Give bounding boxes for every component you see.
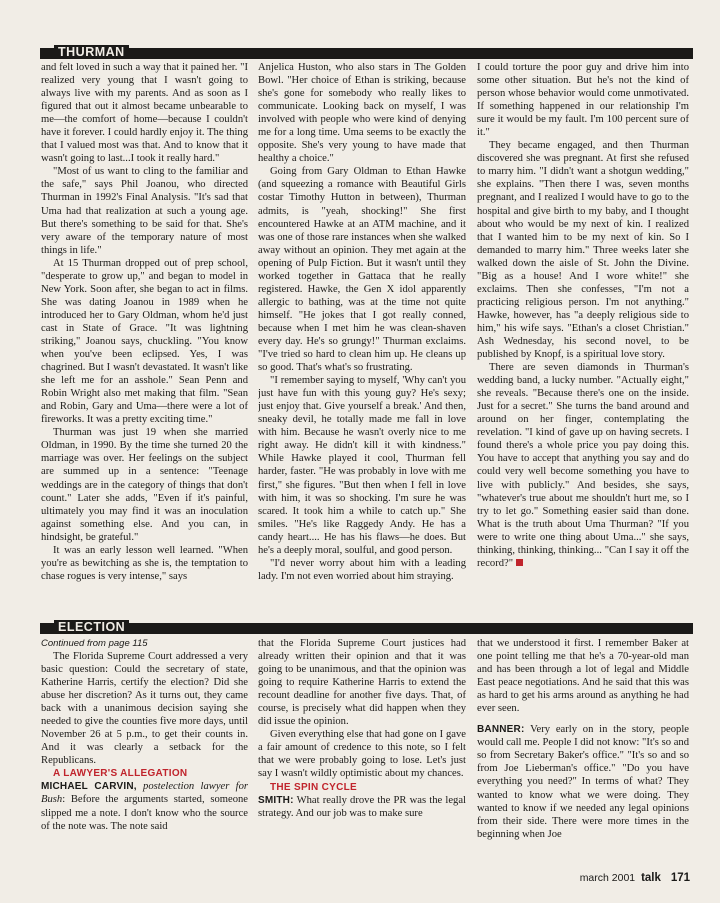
- thurman-col2-para: "I'd never worry about him with a leading lady. I'm not even worried about him straying.: [258, 557, 466, 582]
- election-col2-para: that the Florida Supreme Court justices had already written their opinion and that it was going to be unanimous, and that the opinion was going to require Katherine Harris to extend the recount deadline for another five days. That, of course, is precisely what did happen when they did issue the opinion.: [258, 638, 466, 728]
- end-of-story-mark: [516, 559, 523, 566]
- election-section-bar: [40, 620, 693, 634]
- issue-date: march 2001: [579, 872, 636, 884]
- election-col2-para: Given everything else that had gone on I gave a fair amount of credence to this note, so I felt that we were probably going to lose. Let's just say I wasn't wildly optimistic about my chances.: [258, 729, 466, 780]
- election-section-label: ELECTION: [54, 620, 129, 634]
- page-number: 171: [670, 872, 690, 884]
- thurman-col3-para: They became engaged, and then Thurman discovered she was pregnant. At first she refused to marry him. "I didn't want a shotgun wedding," she explains. "Then there I was, seven months pregnant, and I realized I would have to go to the hospital and give birth to my baby, and I thought about who would be my next of kin. I realized that I wanted him to be my next of kin. So I demanded to marry him." Three weeks later she walked down the aisle of St. John the Divine. "Big as a house! And I wore white!" she exclaims. Then she confesses, "I'm not a practicing religious person. I'm not anything." Hawke, however, has "a deeply religious side to him," his wife says. "Ethan's a closet Christian." Ash Wednesday, his second novel, to be published by Knopf, is a spiritual love story.: [477, 140, 689, 361]
- thurman-column-2: [258, 61, 466, 616]
- thurman-section-label: THURMAN: [54, 45, 129, 59]
- election-column-1: [41, 637, 248, 867]
- magazine-name: talk: [641, 872, 661, 884]
- thurman-col1-para: and felt loved in such a way that it pained her. "I realized very young that I wasn't going to always live with my parents. And as soon as I figured that out it almost became unbearable to me—the comfort of home—because I couldn't have it forever. I could hardly enjoy it. The thing that I valued most was that. And to know that it wasn't going to last...I took it really hard.": [41, 62, 248, 165]
- page-footer: [580, 872, 690, 884]
- thurman-col1-para: At 15 Thurman dropped out of prep school, "desperate to grow up," and began to model in New York. Soon after, she began to act in films. She was dating Joanou in 1989 when he introduced her to Gary Oldman, whom he'd just cast in State of Grace. "It was lightning striking," Joanou says, chuckling. "You know when you've been eclipsed. Yes, I was chagrined. But I wasn't devastated. It wasn't like she left me for an asshole." Sean Penn and Robin Wright also met making that film. "Sean and Robin, Gary and Uma—there were a lot of fireworks. It was a pretty exciting time.": [41, 257, 248, 426]
- speaker-description: postelection lawyer for Bush: [41, 781, 248, 806]
- thurman-column-3: [477, 61, 689, 616]
- continued-from-label: Continued from page 115: [41, 638, 148, 649]
- thurman-col3-last-text: There are seven diamonds in Thurman's wedding band, a lucky number. "Actually eight," she reveals. "Because there's one on the inside. Just for a secret." She turns the band around and around on her finger, contemplating the revelation. "I kind of gave up on having secrets. I found there's a whole price you pay doing this. You have to accept that anything you say and do could very well become something you have to live with publicly." And besides, she says, "whatever's true about me shouldn't hurt me, so I try to let go." Something easier said than done. What is the truth about Uma Thurman? "If you were to write one thing about Uma..." she says, thinking, thinking, thinking... "Can I say it off the record?": [477, 362, 689, 569]
- thurman-col3-para: I could torture the poor guy and drive him into some other situation. But he's not the kind of person whose behavior would come unmotivated. If something happened in our relationship I'm sure it would be my fault. I'm 100 percent sure of it.": [477, 62, 689, 139]
- thurman-col2-para: "I remember saying to myself, 'Why can't you just have fun with this young guy? He's sexy; just enjoy that. Give yourself a break.' And then, sneaky devil, he totally made me fall in love with him. Because he wasn't overly nice to me right away. He didn't kill it with kindness." While Hawke played it cool, Thurman fell harder, faster. "He was probably in love with me first," she figures. "But then when I fell in love with him, it was so shocking. I'm sure he was scared. It took him a while to catch up." She smiles. "He's like Raggedy Andy. He has a candy heart.... He has his flaws—he does. But he's a deeply moral, soulful, and good person.: [258, 375, 466, 556]
- election-col1-para: The Florida Supreme Court addressed a very basic question: Could the secretary of state, Katherine Harris, certify the election? Did she abuse her discretion? As it turns out, they came back with a unanimous decision saying she needed to give the counties five more days, until November 26 at 5 p.m., to get their counts in. And it was clearly a setback for the Republicans.: [41, 651, 248, 767]
- subhead-lawyers-allegation: A LAWYER'S ALLEGATION: [53, 768, 188, 780]
- thurman-col1-para: "Most of us want to cling to the familiar and the safe," says Phil Joanou, who directed Thurman in 1992's Final Analysis. "It's sad that Uma had that realization at such a young age. But there's something to be said for that. She's very aware of the temporary nature of most things in life.": [41, 166, 248, 256]
- speaker-quote: : Before the arguments started, someone slipped me a note. I don't know who the source of the note was. The note said: [41, 794, 248, 832]
- speaker-quote: Very early on in the story, people would call me. People I did not know: "It's so and so from Secretary Baker's office." "It's so and so from Joe Lieberman's office." "Do you have everything you need?" In terms of what? They wanted to know what we were doing. They wanted to know if we needed any legal opinions from their side. There were more times in the beginning when Joe: [477, 724, 689, 840]
- speaker-quote: What really drove the PR was the legal strategy. And our job was to make sure: [258, 794, 466, 819]
- speaker-name: SMITH:: [258, 794, 294, 806]
- thurman-col2-para: Going from Gary Oldman to Ethan Hawke (and squeezing a romance with Beautiful Girls costar Timothy Hutton in between), Thurman admits, is "yeah, shocking!" She first encountered Hawke at an ATM machine, and it was one of those rare instances when she walked away without an opinion. They met again at the opening of Pulp Fiction. But it wasn't until they worked together in Gattaca that he really registered. Hawke, the Gen X idol apparently allergic to bathing, was at the time not quite himself. "He jokes that I got really conned, because when I met him he was clean-shaven every day. He's so grungy!" Thurman exclaims. "I've tried so hard to clean him up. He cleans up so good. That's what's so frustrating.: [258, 166, 466, 374]
- election-col2-quote: [258, 794, 466, 820]
- thurman-col3-para: [477, 361, 689, 570]
- thurman-col1-para: Thurman was just 19 when she married Oldman, in 1990. By the time she turned 20 the marriage was over. Her feelings on the subject are summed up in a sentence: "Teenage weddings are in the category of things that don't count." Later she adds, "Even if it's painful, ultimately you may find it was an inoculation against something else. And you can, in hindsight, be grateful.": [41, 427, 248, 543]
- thurman-section-bar: [40, 45, 693, 59]
- election-column-2: [258, 637, 466, 867]
- thurman-column-1: [41, 61, 248, 616]
- speaker-name: MICHAEL CARVIN,: [41, 781, 137, 793]
- election-col3-para: that we understood it first. I remember Baker at one point telling me that he's a 70-year-old man and has been through a lot of legal and Middle East peace negotiations. And he said that this was as hard to get his arms around as anything he had ever seen.: [477, 638, 689, 715]
- speaker-name: BANNER:: [477, 724, 525, 736]
- thurman-col1-para: It was an early lesson well learned. "When you're as bewitching as she is, the temptation to chase rogues is very intense," says: [41, 544, 248, 582]
- subhead-spin-cycle: THE SPIN CYCLE: [270, 781, 357, 793]
- election-column-3: [477, 637, 689, 867]
- election-col1-quote: [41, 780, 248, 832]
- election-col3-quote: [477, 723, 689, 840]
- thurman-col2-para: Anjelica Huston, who also stars in The Golden Bowl. "Her choice of Ethan is striking, because she's gone for somebody who really likes to communicate. Looking back on myself, I was involved with people who were kind of denying me for a long time. Uma seems to be exactly the opposite. She's very young to have made that healthy a choice.": [258, 62, 466, 165]
